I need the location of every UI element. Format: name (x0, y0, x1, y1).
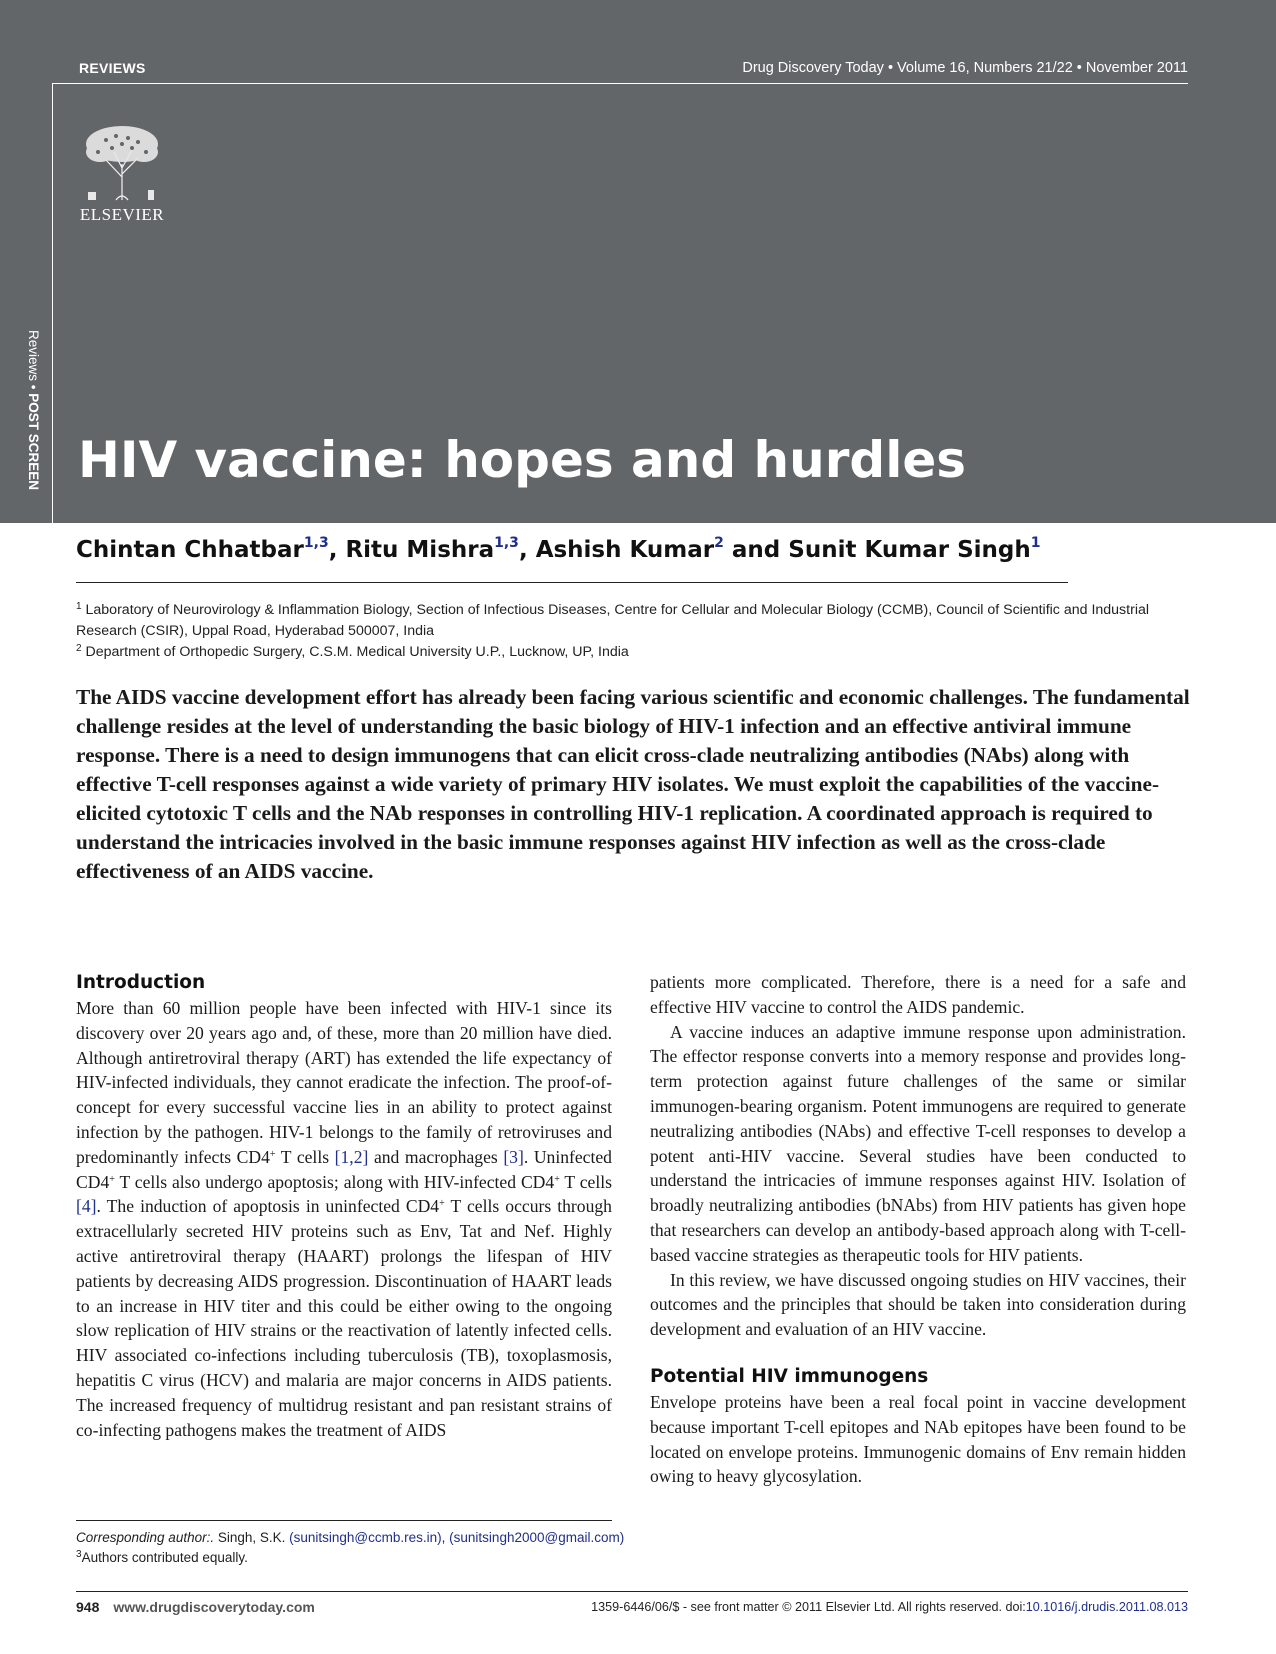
authors-rule (76, 582, 1068, 583)
elsevier-logo-text: ELSEVIER (79, 205, 165, 224)
body-paragraph (76, 996, 612, 1442)
author-name: Chintan Chhatbar (76, 537, 304, 563)
side-section-tab (26, 330, 41, 490)
right-column (650, 970, 1186, 1489)
side-tab-label: POST SCREEN (26, 393, 41, 491)
body-text: T cells also undergo apoptosis; along with HIV-infected CD4 (114, 1171, 555, 1192)
body-text: T cells occurs through extracellularly secreted HIV proteins such as Env, Tat and Nef. Highly active antiretroviral therapy (HAART) prolongs the lifespan of HIV patients by decreasing AIDS progression. Discontinuation of HAART leads to an increase in HIV titer and this could be either owing to the ongoing slow replication of HIV strains or the reactivation of latently infected cells. HIV associated co-infections including tuberculosis (TB), toxoplasmosis, hepatitis C virus (HCV) and malaria are major concerns in AIDS patients. The increased frequency of multidrug resistant and pan resistant strains of co-infecting pathogens makes the treatment of AIDS (76, 1196, 612, 1440)
body-text: T cells (559, 1171, 612, 1192)
author-separator: and (723, 537, 789, 563)
footnote-name: Singh, S.K. (214, 1530, 290, 1545)
author-affil-sup: 1,3 (494, 535, 519, 551)
affiliation-number: 2 (76, 643, 82, 654)
author-name: Ritu Mishra (345, 537, 495, 563)
body-paragraph: patients more complicated. Therefore, there is a need for a safe and effective HIV vaccine to control the AIDS pandemic. (650, 972, 1186, 1017)
journal-citation: Drug Discovery Today • Volume 16, Numbers 21/22 • November 2011 (742, 60, 1188, 76)
affiliation-number: 1 (76, 601, 82, 612)
section-heading: Introduction (76, 972, 206, 993)
affiliation-text: Department of Orthopedic Surgery, C.S.M. Medical University U.P., Lucknow, UP, India (85, 644, 629, 660)
citation-link[interactable]: [4] (76, 1196, 97, 1217)
footnote-separator: , (441, 1530, 450, 1545)
superscript: + (109, 1173, 115, 1185)
page-footer (76, 1599, 315, 1615)
email-link[interactable]: (sunitsingh@ccmb.res.in) (289, 1530, 442, 1545)
footnote-rule (76, 1520, 612, 1521)
left-column (76, 970, 612, 1442)
author-affil-sup: 1 (1030, 535, 1041, 551)
header-rule (52, 83, 1188, 84)
superscript: + (269, 1148, 276, 1160)
footnote-number: 3 (76, 1549, 82, 1560)
footnote-label: Corresponding author:. (76, 1530, 215, 1545)
section-heading: Potential HIV immunogens (650, 1365, 929, 1387)
section-gap (650, 1342, 1186, 1364)
body-text: T cells (275, 1146, 335, 1167)
affiliation-text: Laboratory of Neurovirology & Inflammation Biology, Section of Infectious Diseases, Centre for Cellular and Molecular Biology (CCMB), Council of Scientific and Industrial Research (CSIR), Uppal Road, Hyderabad 500007, India (76, 602, 1150, 639)
article-title: HIV vaccine: hopes and hurdles (78, 431, 967, 489)
author-name: Ashish Kumar (535, 537, 715, 563)
doi-link[interactable]: 10.1016/j.drudis.2011.08.013 (1025, 1600, 1188, 1614)
body-text: . The induction of apoptosis in uninfected CD4 (96, 1196, 440, 1217)
author-list (76, 537, 1041, 563)
footnote-text: Authors contributed equally. (81, 1550, 248, 1565)
copyright-line (591, 1600, 1188, 1614)
affiliation (76, 642, 1190, 663)
author-affil-sup: 1,3 (303, 535, 329, 551)
email-link[interactable]: (sunitsingh2000@gmail.com) (449, 1530, 625, 1545)
superscript: + (439, 1198, 445, 1210)
footnote (76, 1528, 636, 1568)
footer-rule (76, 1591, 1188, 1592)
citation-link[interactable]: [3] (503, 1146, 524, 1167)
author-separator: , (518, 537, 536, 563)
body-text: . Uninfected CD4 (76, 1146, 612, 1192)
side-rule (52, 83, 53, 523)
section-label: REVIEWS (79, 60, 146, 76)
side-tab-prefix: Reviews (26, 330, 41, 382)
equal-contribution-note (76, 1548, 636, 1568)
body-paragraph: In this review, we have discussed ongoing studies on HIV vaccines, their outcomes and the principles that should be taken into consideration during development and evaluation of an HIV vaccine. (650, 1269, 1186, 1340)
author-name: Sunit Kumar Singh (788, 537, 1031, 563)
corresponding-author (76, 1528, 636, 1548)
body-paragraph: Envelope proteins have been a real focal point in vaccine development because important T-cell epitopes and NAb epitopes have been found to be located on envelope proteins. Immunogenic domains of Env remain hidden owing to heavy glycosylation. (650, 1391, 1186, 1487)
copyright-text: 1359-6446/06/$ - see front matter © 2011 Elsevier Ltd. All rights reserved. doi: (591, 1600, 1026, 1614)
abstract: The AIDS vaccine development effort has already been facing various scientific and economic challenges. The fundamental challenge resides at the level of understanding the basic biology of HIV-1 infection and an effective antiviral immune response. There is a need to design immunogens that can elicit cross-clade neutralizing antibodies (NAbs) along with effective T-cell responses against a wide variety of primary HIV isolates. We must exploit the capabilities of the vaccine-elicited cytotoxic T cells and the NAb responses in controlling HIV-1 replication. A coordinated approach is required to understand the intricacies involved in the basic immune responses against HIV infection as well as the cross-clade effectiveness of an AIDS vaccine. (76, 685, 1190, 883)
side-tab-separator: • (26, 384, 41, 390)
author-affil-sup: 2 (714, 535, 724, 551)
page-number: 948 (76, 1599, 100, 1615)
journal-website-link[interactable]: www.drugdiscoverytoday.com (113, 1599, 315, 1615)
superscript: + (554, 1173, 560, 1185)
body-paragraph: A vaccine induces an adaptive immune response upon administration. The effector response converts into a memory response and provides long-term protection against future challenges of the same or similar immunogen-bearing organism. Potent immunogens are required to generate neutralizing antibodies (NAbs) and effective T-cell responses to develop a potent anti-HIV vaccine. Several studies have been conducted to understand the intricacies of immune responses against HIV. Isolation of broadly neutralizing antibodies (bNAbs) from HIV patients has given hope that researchers can develop an antibody-based approach along with T-cell-based vaccine strategies as therapeutic tools for HIV patients. (650, 1021, 1186, 1265)
body-text: and macrophages (368, 1146, 504, 1167)
affiliation (76, 600, 1190, 642)
body-text: More than 60 million people have been infected with HIV-1 since its discovery over 20 years ago and, of these, more than 20 million have died. Although antiretroviral therapy (ART) has extended the life expectancy of HIV-infected individuals, they cannot eradicate the infection. The proof-of-concept for every successful vaccine lies in an ability to protect against infection by the pathogen. HIV-1 belongs to the family of retroviruses and predominantly infects CD4 (76, 998, 612, 1167)
author-separator: , (328, 537, 346, 563)
citation-link[interactable]: [1,2] (334, 1146, 369, 1167)
